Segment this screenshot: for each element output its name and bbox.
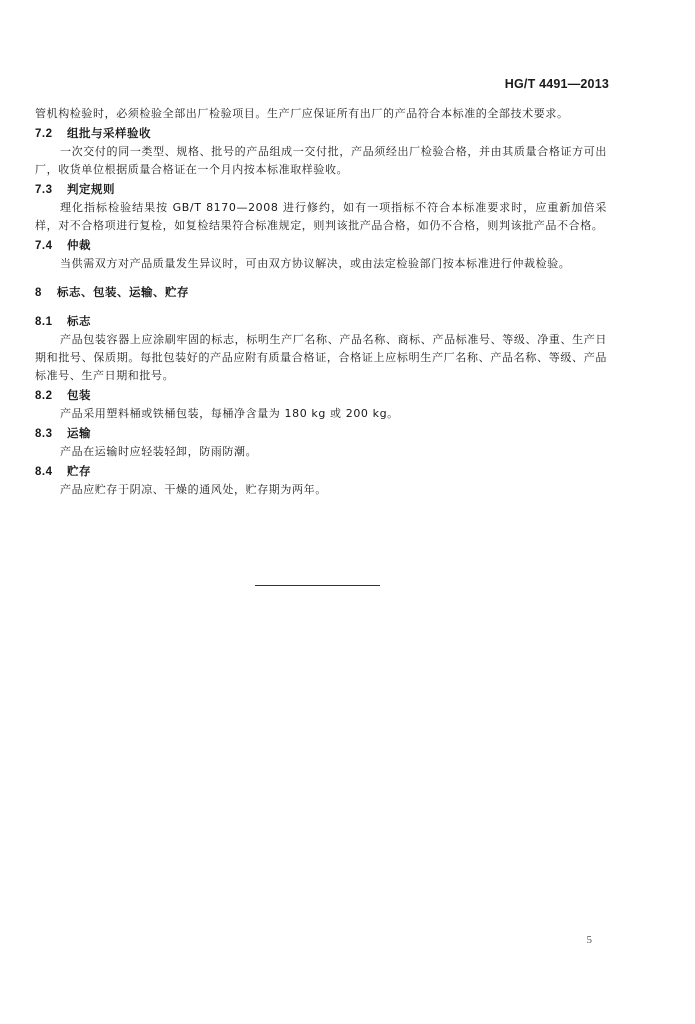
section-number: 8.4 <box>35 466 53 478</box>
continuation-paragraph: 管机构检验时，必须检验全部出厂检验项目。生产厂应保证所有出厂的产品符合本标准的全部技术要求。 <box>35 107 569 120</box>
section-8-3-heading <box>35 424 607 443</box>
section-8-4-heading <box>35 462 607 481</box>
chapter-number: 8 <box>35 287 42 299</box>
section-8-3-text: 产品在运输时应轻装轻卸，防雨防潮。 <box>60 445 258 458</box>
section-number: 8.3 <box>35 428 53 440</box>
section-7-4-text: 当供需双方对产品质量发生异议时，可由双方协议解决，或由法定检验部门按本标准进行仲裁检验。 <box>60 257 571 270</box>
document-body <box>35 105 607 499</box>
section-8-2-heading <box>35 386 607 405</box>
section-title: 包装 <box>67 388 91 402</box>
section-number: 7.4 <box>35 240 53 252</box>
section-8-2-text: 产品采用塑料桶或铁桶包装，每桶净含量为 180 kg 或 200 kg。 <box>60 407 399 420</box>
section-number: 8.2 <box>35 390 53 402</box>
section-number: 8.1 <box>35 316 53 328</box>
section-title: 判定规则 <box>67 182 115 196</box>
section-number: 7.3 <box>35 184 53 196</box>
standard-code: HG/T 4491—2013 <box>504 77 609 91</box>
section-8-4-text: 产品应贮存于阴凉、干燥的通风处，贮存期为两年。 <box>60 483 327 496</box>
chapter-title: 标志、包装、运输、贮存 <box>57 285 189 299</box>
section-7-3-heading <box>35 180 607 199</box>
section-title: 标志 <box>67 314 91 328</box>
section-title: 贮存 <box>67 464 91 478</box>
section-8-1-heading <box>35 312 607 331</box>
section-7-4-heading <box>35 236 607 255</box>
section-7-2-heading <box>35 124 607 143</box>
section-title: 仲裁 <box>67 238 91 252</box>
section-7-2-text: 一次交付的同一类型、规格、批号的产品组成一交付批，产品须经出厂检验合格，并由其质量合格证方可出厂，收货单位根据质量合格证在一个月内按本标准取样验收。 <box>35 145 607 176</box>
section-title: 组批与采样验收 <box>67 126 151 140</box>
section-8-1-text: 产品包装容器上应涂刷牢固的标志，标明生产厂名称、产品名称、商标、产品标准号、等级、净重、生产日期和批号、保质期。每批包装好的产品应附有质量合格证，合格证上应标明生产厂名称、产品名称、等级、产品标准号、生产日期和批号。 <box>35 333 607 382</box>
chapter-8-heading <box>35 283 607 302</box>
section-number: 7.2 <box>35 128 53 140</box>
page-number: 5 <box>586 934 592 946</box>
end-of-document-rule <box>255 585 380 586</box>
section-title: 运输 <box>67 426 91 440</box>
section-7-3-text: 理化指标检验结果按 GB/T 8170—2008 进行修约，如有一项指标不符合本标准要求时，应重新加倍采样，对不合格项进行复检，如复检结果符合标准规定，则判该批产品合格，如仍不合格，则判该批产品不合格。 <box>35 201 607 232</box>
